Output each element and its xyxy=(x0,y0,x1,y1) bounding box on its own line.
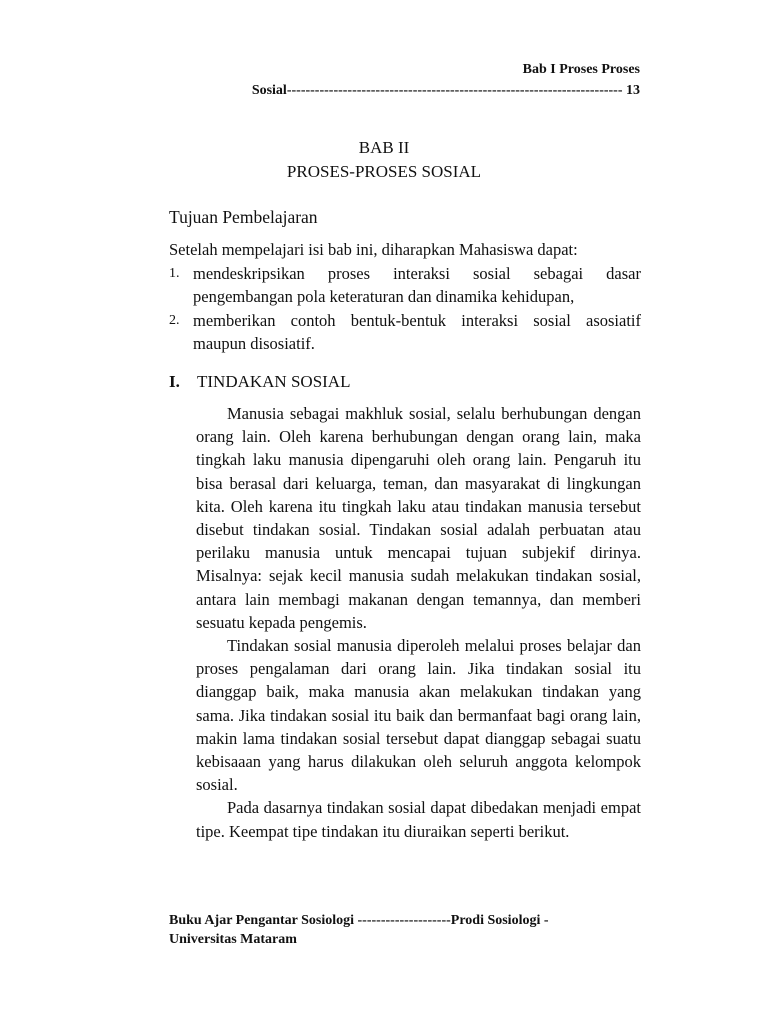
section-number: I. xyxy=(169,372,180,391)
section-heading xyxy=(169,372,350,392)
section-body xyxy=(196,402,641,843)
body-paragraph: Pada dasarnya tindakan sosial dapat dibedakan menjadi empat tipe. Keempat tipe tindakan itu diuraikan seperti berikut. xyxy=(196,798,641,841)
chapter-title: PROSES-PROSES SOSIAL xyxy=(286,162,482,181)
objectives-list xyxy=(169,262,641,356)
running-header-line-1: Bab I Proses Proses xyxy=(522,62,640,77)
objective-item xyxy=(169,309,641,356)
objective-number: 2. xyxy=(169,312,180,328)
chapter-title-block xyxy=(0,136,768,184)
objective-text: mendeskripsikan proses interaksi sosial sebagai dasar pengembangan pola keteraturan dan dinamika kehidupan, xyxy=(193,263,641,306)
objective-item xyxy=(169,262,641,309)
objectives-heading: Tujuan Pembelajaran xyxy=(169,207,318,227)
objectives-block xyxy=(169,238,641,356)
objective-number: 1. xyxy=(169,265,180,281)
objective-text: memberikan contoh bentuk-bentuk interaksi sosial asosiatif maupun disosiatif. xyxy=(193,310,641,353)
running-header xyxy=(252,60,640,100)
running-footer-line-1: Buku Ajar Pengantar Sosiologi --------------------Prodi Sosiologi - xyxy=(169,913,549,928)
objectives-intro: Setelah mempelajari isi bab ini, diharapkan Mahasiswa dapat: xyxy=(169,240,578,259)
section-title: TINDAKAN SOSIAL xyxy=(197,372,351,391)
running-header-line-2: Sosial------------------------------------------------------------------------ 13 xyxy=(251,83,640,98)
running-footer-line-2: Universitas Mataram xyxy=(169,932,297,947)
body-paragraph: Manusia sebagai makhluk sosial, selalu berhubungan dengan orang lain. Oleh karena berhubungan dengan orang lain, maka tingkah laku manusia dipengaruhi oleh orang lain. Pengaruh itu bisa berasal dari keluarga, teman, dan masyarakat di lingkungan kita. Oleh karena itu tingkah laku atau tindakan manusia tersebut disebut tindakan sosial. Tindakan sosial adalah perbuatan atau perilaku manusia untuk mencapai tujuan subjekif dirinya. Misalnya: sejak kecil manusia sudah melakukan tindakan sosial, antara lain membagi makanan dengan temannya, dan memberi sesuatu kepada pengemis. xyxy=(196,404,641,632)
body-paragraph: Tindakan sosial manusia diperoleh melalui proses belajar dan proses pengalaman dari orang lain. Jika tindakan sosial itu dianggap baik, maka manusia akan melakukan tindakan yang sama. Jika tindakan sosial itu baik dan bermanfaat bagi orang lain, makin lama tindakan sosial tersebut dapat dianggap sebagai suatu kebisaaan yang harus dilakukan oleh seluruh anggota kelompok sosial. xyxy=(196,636,641,795)
running-footer xyxy=(169,911,599,949)
chapter-number: BAB II xyxy=(358,138,410,157)
